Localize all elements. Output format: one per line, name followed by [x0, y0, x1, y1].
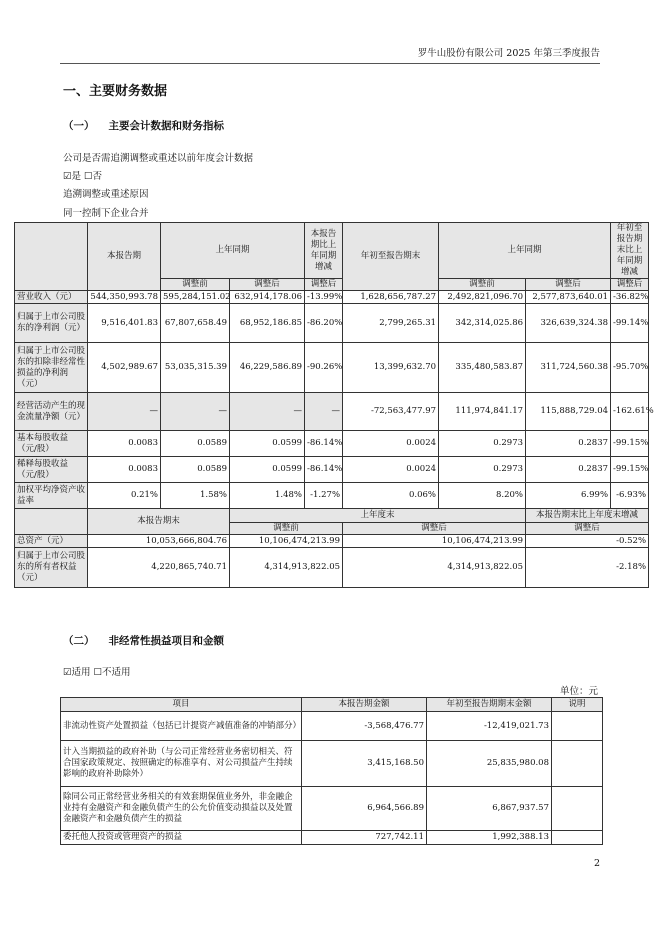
- unit-label: 单位：元: [559, 686, 598, 697]
- col-end-change: 本报告期末比上年度末增减: [526, 509, 649, 523]
- table-row: 归属于上市公司股东的所有者权益（元） 4,220,865,740.71 4,314,913,822.05 4,314,913,822.05 -2.18%: [15, 548, 649, 588]
- page-header: [60, 45, 600, 64]
- col-before2: 调整前: [439, 279, 526, 291]
- col-after-change: 调整后: [305, 279, 343, 291]
- table-row: 归属于上市公司股东的净利润（元） 9,516,401.83 67,807,658.49 68,952,186.85 -86.20% 2,799,265.31 342,314,025.86 326,639,324.38 -99.14%: [15, 304, 649, 343]
- col-before: 调整前: [161, 279, 230, 291]
- table-row: 营业收入（元） 544,350,993.78 595,284,151.02 632,914,178.06 -13.99% 1,628,656,787.27 2,492,821,096.70 2,577,873,640.01 -36.82%: [15, 291, 649, 304]
- table-row: 总资产（元） 10,053,666,804.76 10,106,474,213.99 10,106,474,213.99 -0.52%: [15, 535, 649, 548]
- table-row: 基本每股收益（元/股） 0.0083 0.0589 0.0599 -86.14% 0.0024 0.2973 0.2837 -99.15%: [15, 431, 649, 457]
- subsection-title-1: （一） 主要会计数据和财务指标: [63, 120, 224, 132]
- col-current-amount: 本报告期金额: [302, 698, 427, 712]
- table-row: 加权平均净资产收益率 0.21% 1.58% 1.48% -1.27% 0.06% 8.20% 6.99% -6.93%: [15, 483, 649, 509]
- table-row: 委托他人投资或管理资产的损益 727,742.11 1,992,388.13: [61, 831, 603, 845]
- col-after: 调整后: [230, 279, 305, 291]
- table-row: 经营活动产生的现金流量净额（元） — — — — -72,563,477.97 111,974,841.17 115,888,729.04 -162.61%: [15, 393, 649, 431]
- col-ytd-change: 年初至报告期末比上年同期增减: [611, 223, 649, 279]
- table-row: 计入当期损益的政府补助（与公司正常经营业务密切相关、符合国家政策规定、按照确定的标准享有、对公司损益产生持续影响的政府补助除外） 3,415,168.50 25,835,980.08: [61, 741, 603, 787]
- col-note: 说明: [552, 698, 603, 712]
- retro-answer: ☑是 ☐否: [63, 171, 103, 182]
- table-row: 除同公司正常经营业务相关的有效套期保值业务外，非金融企业持有金融资产和金融负债产生的公允价值变动损益以及处置金融资产和金融负债产生的损益 6,964,566.89 6,867,937.57: [61, 787, 603, 831]
- col-prior2: 上年同期: [439, 223, 611, 279]
- retro-question: 公司是否需追溯调整或重述以前年度会计数据: [63, 153, 254, 164]
- applicable-check: ☑适用 ☐不适用: [63, 667, 131, 678]
- col-current: 本报告期: [88, 223, 161, 291]
- corner-cell: [15, 223, 88, 291]
- col-after-change2: 调整后: [611, 279, 649, 291]
- col-prior-year-end: 上年度末: [230, 509, 526, 523]
- section-title: 一、主要财务数据: [63, 84, 168, 99]
- col-ytd-amount: 年初至报告期期末金额: [427, 698, 552, 712]
- col-item: 项目: [61, 698, 302, 712]
- subsection-title-2: （二） 非经常性损益项目和金额: [63, 635, 224, 647]
- table-row: 归属于上市公司股东的扣除非经常性损益的净利润（元） 4,502,989.67 53,035,315.39 46,229,586.89 -90.26% 13,399,632.70 335,480,583.87 311,724,560.38 -95.70%: [15, 343, 649, 393]
- financial-indicators-table: 本报告期 上年同期 本报告期比上年同期增减 年初至报告期末 上年同期 年初至报告期末比上年同期增减 调整前 调整后 调整后 调整前 调整后 调整后 营业收入（元） 544,350,993.78 595,284,151.02 632,914,178.06 -13.99% 1,628,656,787.27 2,492,821,096.70 2,577,873,640.01 -36.82% 归属于上市公司股东的净利润（元） 9,516,401.83 67,807,658.49 68,952,186.85 -86.20% 2,799,265.31 342,314,025.86 326,639,324.38 -99.14% 归属于上市公司股东的扣除非经常性损益的净利润（元） 4,502,989.67 53,035,315.39 46,229,586.89 -90.26% 13,399,632.70 335,480,583.87 311,724,560.38 -95.70% 经营活动产生的现金流量净额（元） — — — — -72,563,477.97 111,974,841.17 115,888,729.04 -162.61% 基本每股收益（元/股） 0.0083 0.0589 0.0599 -86.14% 0.0024 0.2973 0.2837 -99.15% 稀释每股收益（元/股） 0.0083 0.0589 0.0599 -86.14% 0.0024 0.2973 0.2837 -99.15% 加权平均净资产收益率 0.21% 1.58% 1.48% -1.27% 0.06% 8.20% 6.99% -6.93% 本报告期末 上年度末 本报告期末比上年度末增减 调整前 调整后 调整后 总资产（元） 10,053,666,804.76 10,106,474,213.99 10,106,474,213.99 -0.52% 归属于上市公司股东的所有者权益（元） 4,220,865,740.71 4,314,913,822.05 4,314,913,822.05 -2.18%: [14, 222, 649, 588]
- page-number: 2: [593, 858, 600, 869]
- reason-label: 追溯调整或重述原因: [63, 189, 149, 200]
- report-title: 罗牛山股份有限公司 2025 年第三季度报告: [417, 48, 600, 59]
- non-recurring-table: [60, 697, 603, 845]
- table-row: 非流动性资产处置损益（包括已计提资产减值准备的冲销部分） -3,568,476.77 -12,419,021.73: [61, 712, 603, 741]
- col-change: 本报告期比上年同期增减: [305, 223, 343, 279]
- col-prior: 上年同期: [161, 223, 305, 279]
- col-after2: 调整后: [526, 279, 611, 291]
- col-end-current: 本报告期末: [88, 509, 230, 535]
- table-row: 稀释每股收益（元/股） 0.0083 0.0589 0.0599 -86.14% 0.0024 0.2973 0.2837 -99.15%: [15, 457, 649, 483]
- col-ytd: 年初至报告期末: [343, 223, 439, 291]
- reason-value: 同一控制下企业合并: [63, 208, 149, 219]
